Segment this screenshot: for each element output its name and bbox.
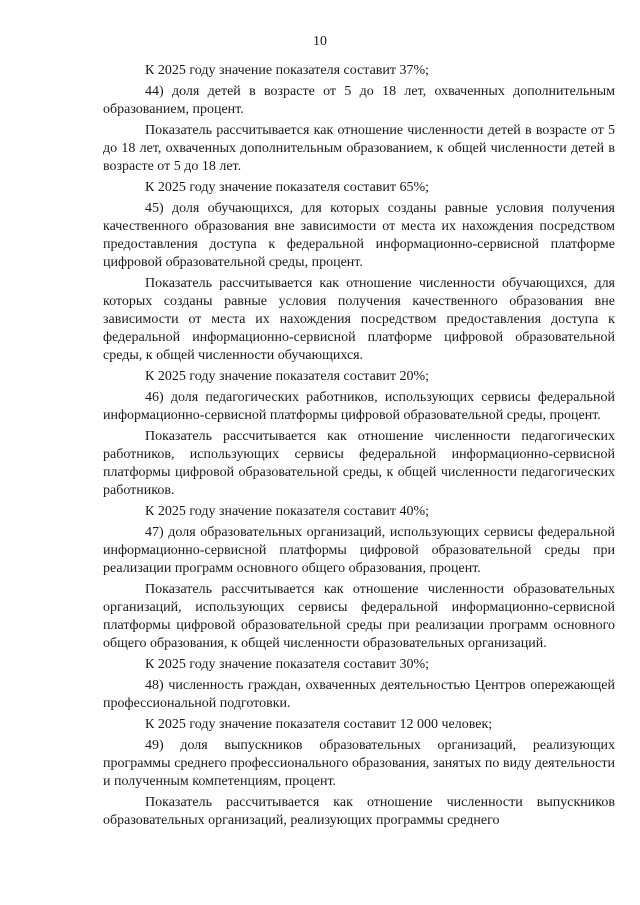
paragraph: 46) доля педагогических работников, использующих сервисы федеральной информационно-сервисной платформы цифровой образовательной среды, процент. (103, 390, 615, 423)
paragraph: Показатель рассчитывается как отношение численности обучающихся, для которых созданы равные условия получения качественного образования вне зависимости от места их нахождения посредством предоставления доступа к федеральной информационно-сервисной платформе цифровой образовательной среды, к общей численности обучающихся. (103, 276, 615, 363)
paragraph: Показатель рассчитывается как отношение численности детей в возрасте от 5 до 18 лет, охваченных дополнительным образованием, к общей численности детей в возрасте от 5 до 18 лет. (103, 123, 615, 174)
paragraph: 47) доля образовательных организаций, использующих сервисы федеральной информационно-сервисной платформы цифровой образовательной среды при реализации программ основного общего образования, процент. (103, 525, 615, 576)
paragraph: К 2025 году значение показателя составит 65%; (145, 180, 430, 195)
paragraph: Показатель рассчитывается как отношение численности педагогических работников, использующих сервисы федеральной информационно-сервисной платформы цифровой образовательной среды, к общей численности педагогических работников. (103, 429, 615, 498)
paragraph: К 2025 году значение показателя составит 40%; (145, 504, 430, 519)
paragraph: К 2025 году значение показателя составит 20%; (145, 369, 430, 384)
paragraph: 44) доля детей в возрасте от 5 до 18 лет, охваченных дополнительным образованием, процент. (103, 84, 615, 117)
paragraph: К 2025 году значение показателя составит 30%; (145, 657, 430, 672)
document-body (103, 62, 615, 833)
page-number: 10 (313, 34, 327, 49)
paragraph: 45) доля обучающихся, для которых созданы равные условия получения качественного образования вне зависимости от места их нахождения посредством предоставления доступа к федеральной информационно-сервисной платформе цифровой образовательной среды, процент. (103, 201, 615, 270)
paragraph: К 2025 году значение показателя составит 12 000 человек; (145, 717, 493, 732)
paragraph: Показатель рассчитывается как отношение численности образовательных организаций, использующих сервисы федеральной информационно-сервисной платформы цифровой образовательной среды при реализации программ основного общего образования, к общей численности образовательных организаций. (103, 582, 615, 651)
paragraph: 48) численность граждан, охваченных деятельностью Центров опережающей профессиональной подготовки. (103, 678, 615, 711)
paragraph: Показатель рассчитывается как отношение численности выпускников образовательных организаций, реализующих программы среднего (103, 795, 615, 828)
paragraph: К 2025 году значение показателя составит 37%; (145, 63, 430, 78)
paragraph: 49) доля выпускников образовательных организаций, реализующих программы среднего профессионального образования, занятых по виду деятельности и полученным компетенциям, процент. (103, 738, 615, 789)
